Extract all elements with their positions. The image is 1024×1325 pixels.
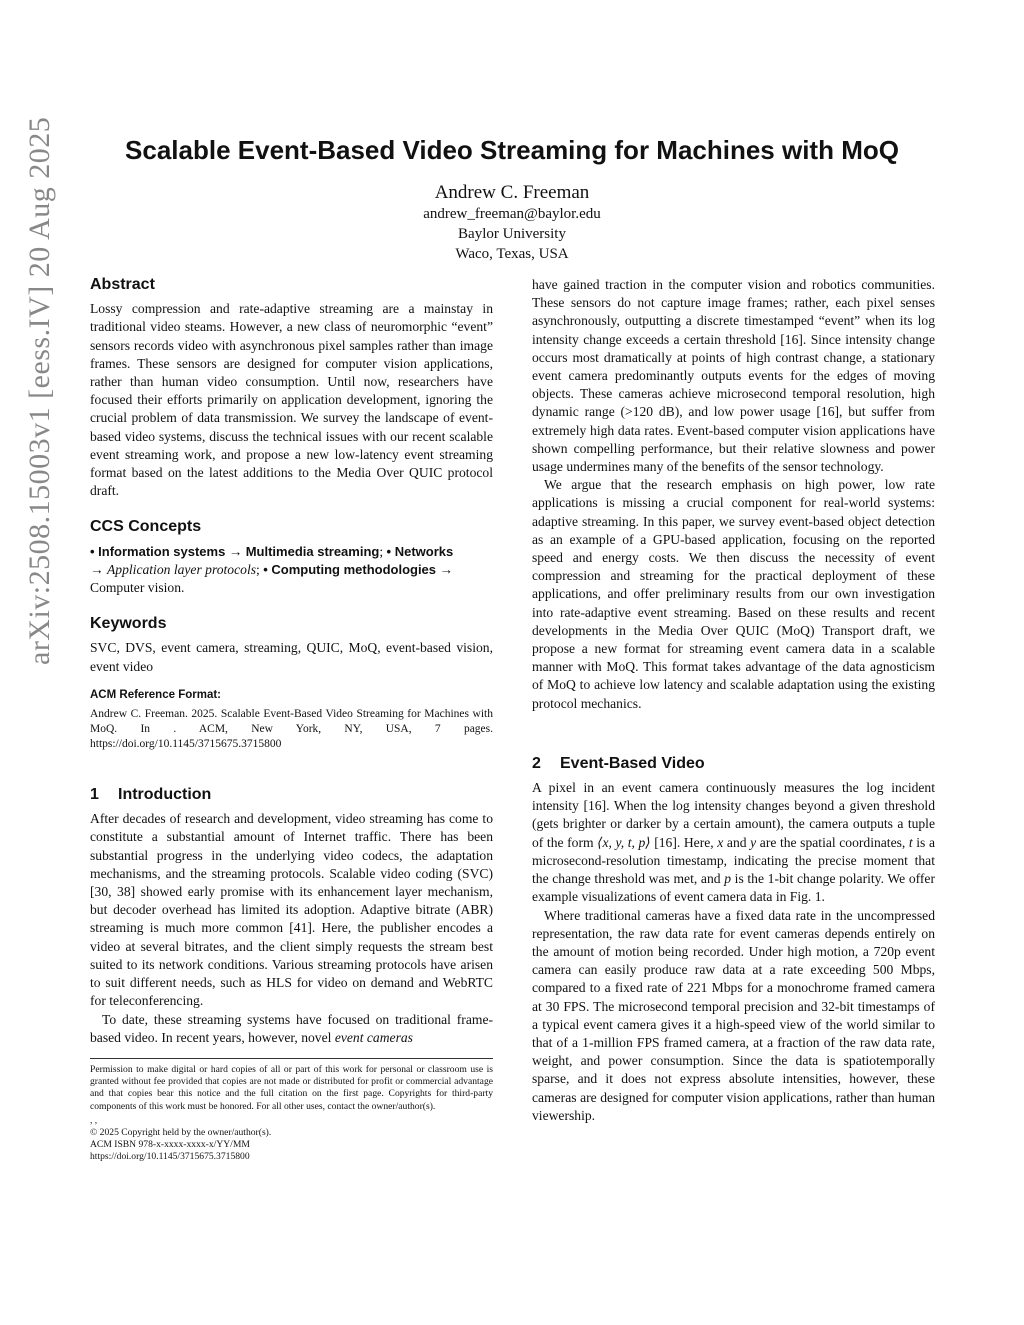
ccs-arrow-1: →: [225, 543, 246, 559]
doi-line: https://doi.org/10.1145/3715675.3715800: [90, 1151, 250, 1163]
copyright-line: © 2025 Copyright held by the owner/author(s).: [90, 1127, 272, 1139]
author-affiliation: Baylor University: [458, 226, 566, 242]
keywords-heading: Keywords: [90, 615, 167, 633]
section-2-paragraph-1: [532, 779, 935, 906]
author-location: Waco, Texas, USA: [455, 246, 569, 262]
section-2-heading: [532, 755, 935, 773]
acm-reference-text: Andrew C. Freeman. 2025. Scalable Event-Based Video Streaming for Machines with MoQ. In . ACM, New York, NY, USA, 7 pages. https://doi.org/10.1145/3715675.3715800: [90, 708, 493, 751]
footnote-venue: , ,: [90, 1114, 98, 1126]
paper-title: Scalable Event-Based Video Streaming for Machines with MoQ: [125, 135, 899, 165]
arxiv-identifier: arXiv:2508.15003v1 [eess.IV] 20 Aug 2025: [23, 116, 56, 665]
ccs-bullet-3: • Computing methodologies: [263, 561, 437, 577]
section-2-title: Event-Based Video: [560, 754, 705, 772]
section-2-paragraph-2: Where traditional cameras have a fixed data rate in the uncompressed representation, the raw data rate for event cameras depends entirely on the amount of motion being recorded. Under high motion, a 720p event camera can easily produce raw data at a rate exceeding 500 Mbps, compared to a fixed rate of 221 Mbps for a monochrome framed camera at 30 FPS. The microsecond temporal precision and 32-bit timestamps of a typical event camera gives it a high-speed view of the world similar to that of a 1-million FPS framed camera, at a fraction of the raw data rate, weight, and power consumption. Since the data is spatiotemporally sparse, and it does not express absolute intensities, however, these cameras are designed for computer vision applications, rather than human viewership.: [532, 907, 935, 1123]
acm-reference: [90, 686, 493, 752]
intro-paragraph-2-text: To date, these streaming systems have focused on traditional frame-based video. In recent years, however, novel: [90, 1011, 493, 1045]
ccs-item-3: Computer vision.: [90, 580, 185, 596]
ccs-arrow-2: →: [90, 561, 107, 577]
right-paragraph-1: have gained traction in the computer vision and robotics communities. These sensors do not capture image frames; rather, each pixel senses asynchronously, outputting a discrete timestamped “event” when its log intensity change exceeds a certain threshold [16]. Since intensity change occurs most dramatically at points of high contrast change, a stationary event camera predominantly outputs events for the edges of moving objects. These cameras achieve microsecond temporal resolution, high dynamic range (>120 dB), and low power usage [16], but suffer from extremely high data rates. Event-based computer vision applications have shown compelling performance, but their relative slowness and power usage undermines many of the benefits of the sensor technology.: [532, 277, 935, 475]
s2-text-e: is a microsecond-resolution timestamp, indicating the precise moment that the change threshold was met, and: [532, 834, 935, 887]
author-email: andrew_freeman@baylor.edu: [423, 206, 601, 222]
section-1-number: 1: [90, 786, 99, 804]
abstract-text: Lossy compression and rate-adaptive streaming are a mainstay in traditional video steams. However, a new class of neuromorphic “event” sensors records video with asynchronous pixel samples rather than image frames. These sensors are designed for computer vision applications, rather than human video consumption. Until now, researchers have focused their efforts primarily on application development, ignoring the crucial problem of data transmission. We survey the landscape of event-based video systems, discuss the technical issues with our recent scalable event streaming work, and propose a new low-latency event streaming format based on the latest additions to the Media Over QUIC protocol draft.: [90, 301, 493, 499]
intro-paragraph-1: After decades of research and development, video streaming has come to constitute a substantial amount of Internet traffic. There has been substantial progress in the underlying video codecs, the adaptation mechanisms, and the streaming protocols. Scalable video coding (SVC) [30, 38] showed early promise with its enhancement layer mechanism, but decoder overhead has limited its adoption. Adaptive bitrate (ABR) streaming is much more common [41]. Here, the publisher encodes a video at several bitrates, and the client simply requests the stream best suited to its network conditions. Various streaming protocols have arisen to suit different needs, such as HLS for video on demand and WebRTC for teleconferencing.: [90, 811, 493, 1009]
section-1-heading: [90, 786, 493, 804]
left-column: [90, 276, 493, 1047]
author-block: [0, 182, 1024, 264]
s2-text-d: are the spatial coordinates,: [756, 834, 909, 850]
ccs-arrow-3: →: [436, 561, 454, 577]
intro-paragraph-2-emphasis: event cameras: [334, 1029, 413, 1045]
ccs-sep-1: ;: [379, 543, 387, 559]
acm-reference-heading: ACM Reference Format:: [90, 688, 221, 701]
ccs-heading: CCS Concepts: [90, 518, 202, 536]
var-p: p: [724, 871, 732, 887]
ccs-concepts: [90, 543, 493, 598]
permission-notice: Permission to make digital or hard copies of all or part of this work for personal or classroom use is granted without fee provided that copies are not made or distributed for profit or commercial advantage and that copies bear this notice and the full citation on the first page. Copyrights for third-party components of this work must be honored. For all other uses, contact the owner/author(s).: [90, 1064, 493, 1112]
var-y: y: [750, 834, 757, 850]
intro-paragraph-2: [90, 1011, 493, 1047]
ccs-bullet-2: • Networks: [386, 543, 454, 559]
s2-text-f: is the 1-bit change polarity. We offer example visualizations of event camera data in Fig. 1.: [532, 871, 935, 905]
keywords-text: SVC, DVS, event camera, streaming, QUIC, MoQ, event-based vision, event video: [90, 640, 493, 674]
s2-text-b: [16]. Here,: [650, 834, 718, 850]
abstract-heading: Abstract: [90, 276, 155, 293]
ccs-item-1: Multimedia streaming: [245, 543, 380, 559]
event-tuple: ⟨x, y, t, p⟩: [597, 834, 651, 850]
copyright-footnote: [90, 1058, 493, 1164]
right-column: [532, 276, 935, 1125]
section-2-number: 2: [532, 754, 541, 772]
s2-text-a: A pixel in an event camera continuously measures the log incident intensity [16]. When the log intensity changes beyond a given threshold (gets brighter or darker by a certain amount), the camera outputs a tuple of the form: [532, 780, 935, 850]
ccs-sep-2: ;: [256, 561, 264, 577]
var-x: x: [717, 834, 724, 850]
s2-text-c: and: [723, 834, 751, 850]
var-t: t: [908, 834, 913, 850]
ccs-bullet-1: • Information systems: [90, 543, 226, 559]
isbn-line: ACM ISBN 978-x-xxxx-xxxx-x/YY/MM: [90, 1139, 250, 1151]
section-1-title: Introduction: [118, 786, 212, 804]
author-name: Andrew C. Freeman: [434, 182, 590, 203]
ccs-item-2: Application layer protocols: [107, 561, 257, 577]
right-paragraph-2: We argue that the research emphasis on high power, low rate applications is missing a crucial component for real-world systems: adaptive streaming. In this paper, we survey event-based object detection as an example of a GPU-based application, focusing on the reported speed and energy costs. We then discuss the necessity of event compression and streaming for the practical deployment of these applications, and offer preliminary results from our own investigation into rate-adaptive event streaming. Based on these results and recent developments in the Media Over QUIC (MoQ) Transport draft, we propose a new format for streaming event camera data in a scalable manner with MoQ. This format takes advantage of the data agnosticism of MoQ to achieve low latency and scalable adaptation using the existing protocol mechanics.: [532, 477, 935, 711]
